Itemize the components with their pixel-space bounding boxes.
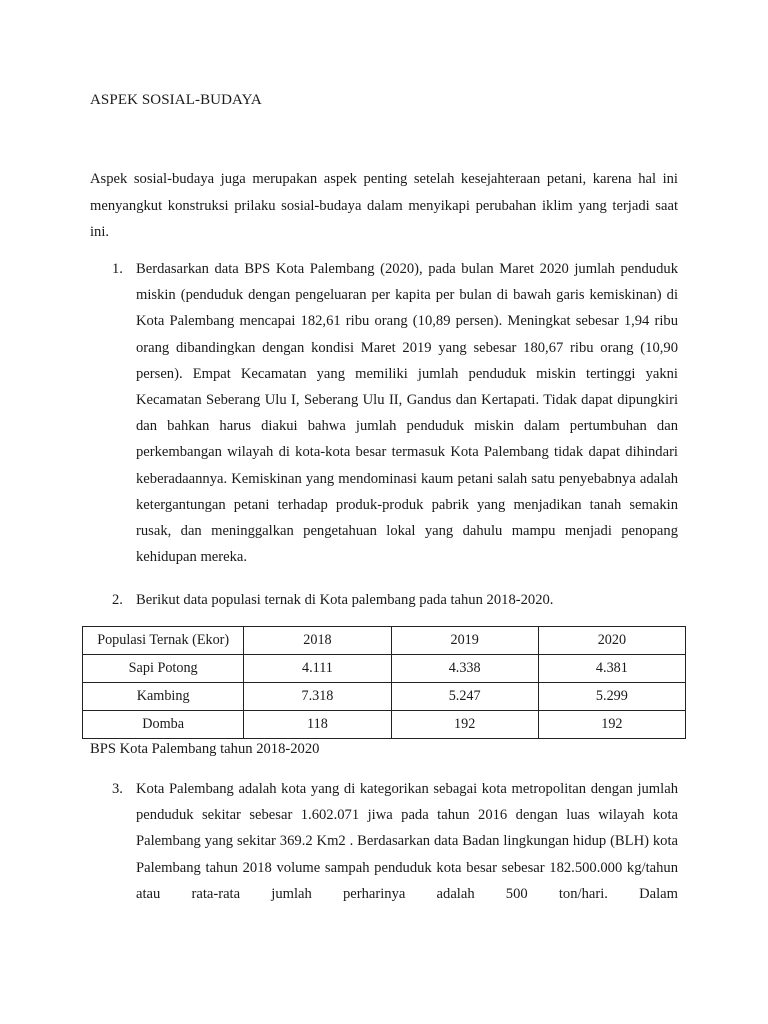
table-cell: 5.299 bbox=[538, 683, 685, 711]
list-item-text: Berdasarkan data BPS Kota Palembang (2020), pada bulan Maret 2020 jumlah penduduk miskin (penduduk dengan pengeluaran per kapita per bulan di bawah garis kemiskinan) di Kota Palembang mencapai 182,61 ribu orang (10,89 persen). Meningkat sebesar 1,94 ribu orang dibandingkan dengan kondisi Maret 2019 yang sebesar 180,67 ribu orang (10,90 persen). Empat Kecamatan yang memiliki jumlah penduduk miskin tertinggi yakni Kecamatan Seberang Ulu I, Seberang Ulu II, Gandus dan Kertapati. Tidak dapat dipungkiri dan bahkan harus diakui bahwa jumlah penduduk miskin dalam pertumbuhan dan perkembangan wilayah di kota-kota besar termasuk Kota Palembang tidak dapat dihindari keberadaannya. Kemiskinan yang mendominasi kaum petani salah satu penyebabnya adalah ketergantungan petani terhadap produk-produk pabrik yang menjadikan tanah semakin rusak, dan meninggalkan pengetahuan lokal yang dahulu mampu menjadi penopang kehidupan mereka. bbox=[136, 261, 678, 566]
table-header-cell: 2019 bbox=[391, 627, 538, 655]
list-item-text: Kota Palembang adalah kota yang di kategorikan sebagai kota metropolitan dengan jumlah penduduk sekitar sebesar 1.602.071 jiwa pada tahun 2016 dengan luas wilayah kota Palembang yang sekitar 369.2 Km2 . Berdasarkan data Badan lingkungan hidup (BLH) kota Palembang tahun 2018 volume sampah penduduk kota besar sebesar 182.500.000 kg/tahun atau rata-rata jumlah perharinya adalah 500 ton/hari. Dalam bbox=[136, 781, 678, 902]
table-source-caption: BPS Kota Palembang tahun 2018-2020 bbox=[90, 741, 320, 757]
table-cell: 4.111 bbox=[244, 655, 391, 683]
table-cell: 118 bbox=[244, 711, 391, 739]
section-heading: ASPEK SOSIAL-BUDAYA bbox=[90, 92, 262, 108]
table-cell: 4.338 bbox=[391, 655, 538, 683]
table-row bbox=[83, 655, 686, 683]
list-item-text: Berikut data populasi ternak di Kota palembang pada tahun 2018-2020. bbox=[136, 592, 554, 608]
table-row bbox=[83, 683, 686, 711]
list-number: 1. bbox=[112, 261, 123, 277]
table-cell: 192 bbox=[538, 711, 685, 739]
list-item-1 bbox=[112, 256, 678, 570]
table-cell: Domba bbox=[83, 711, 244, 739]
table-cell: Sapi Potong bbox=[83, 655, 244, 683]
table-header-row bbox=[83, 627, 686, 655]
table-header-cell: Populasi Ternak (Ekor) bbox=[83, 627, 244, 655]
table-header-cell: 2018 bbox=[244, 627, 391, 655]
table-cell: 7.318 bbox=[244, 683, 391, 711]
table-cell: Kambing bbox=[83, 683, 244, 711]
livestock-table bbox=[82, 626, 686, 739]
table-cell: 5.247 bbox=[391, 683, 538, 711]
list-item-2 bbox=[112, 587, 678, 613]
list-number: 3. bbox=[112, 781, 123, 797]
table-cell: 4.381 bbox=[538, 655, 685, 683]
list-number: 2. bbox=[112, 592, 123, 608]
list-item-3 bbox=[112, 776, 678, 907]
table-cell: 192 bbox=[391, 711, 538, 739]
intro-paragraph: Aspek sosial-budaya juga merupakan aspek penting setelah kesejahteraan petani, karena hal ini menyangkut konstruksi prilaku sosial-budaya dalam menyikapi perubahan iklim yang terjadi saat ini. bbox=[90, 171, 678, 240]
table-header-cell: 2020 bbox=[538, 627, 685, 655]
table-row bbox=[83, 711, 686, 739]
